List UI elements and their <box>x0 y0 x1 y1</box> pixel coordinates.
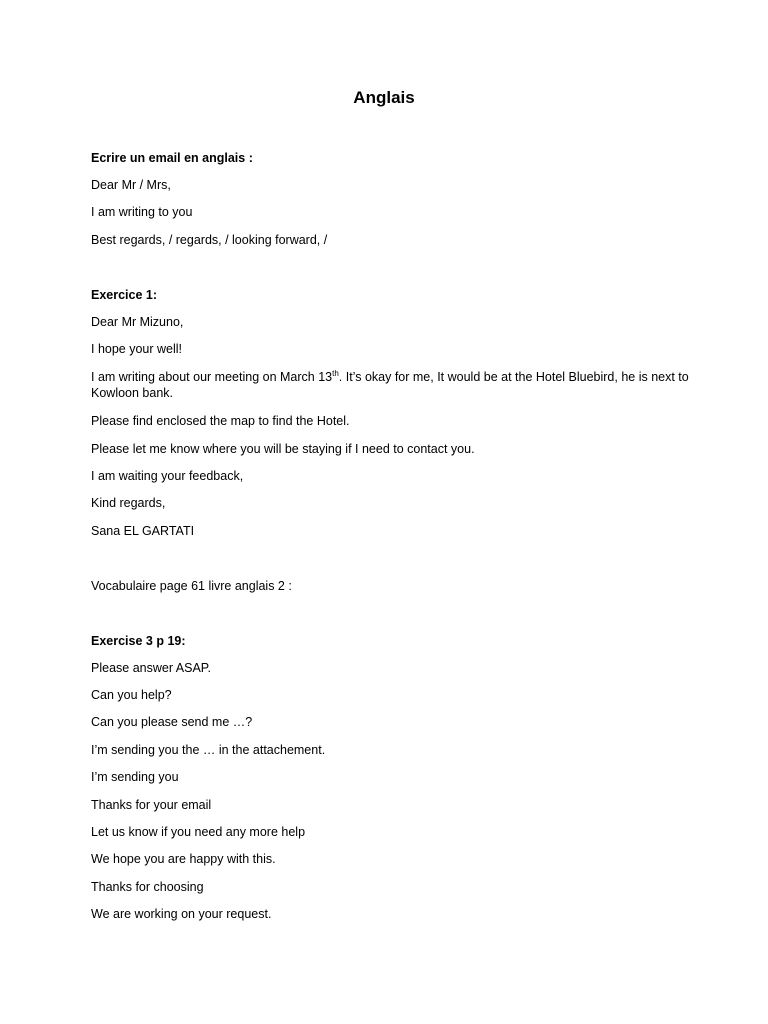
exercise1-greeting: Dear Mr Mizuno, <box>91 315 184 329</box>
meeting-text-end: . It’s okay for me, It would be at the Hotel Bluebird, he is next to Kowloon bank. <box>91 370 689 400</box>
intro-line: Best regards, / regards, / looking forward, / <box>91 233 328 247</box>
exercise1-waiting: I am waiting your feedback, <box>91 469 244 483</box>
meeting-text-start: I am writing about our meeting on March 13 <box>91 370 333 384</box>
exercise1-signature: Sana EL GARTATI <box>91 524 195 538</box>
exercise3-phrase: I’m sending you <box>91 770 179 784</box>
exercise3-phrase: Please answer ASAP. <box>91 661 211 675</box>
exercise1-meeting <box>91 369 691 401</box>
exercise1-map: Please find enclosed the map to find the Hotel. <box>91 414 350 428</box>
intro-line: Dear Mr / Mrs, <box>91 178 171 192</box>
meeting-date-suffix: th <box>332 368 339 378</box>
intro-line: I am writing to you <box>91 205 193 219</box>
exercise3-heading: Exercise 3 p 19: <box>91 634 186 648</box>
exercise1-hope: I hope your well! <box>91 342 183 356</box>
exercise3-phrase: Can you please send me …? <box>91 715 253 729</box>
exercise3-phrase: Thanks for choosing <box>91 880 204 894</box>
exercise3-phrase: We are working on your request. <box>91 907 272 921</box>
exercise3-phrase: I’m sending you the … in the attachement. <box>91 743 326 757</box>
exercise3-phrase: We hope you are happy with this. <box>91 852 276 866</box>
intro-heading: Ecrire un email en anglais : <box>91 151 253 165</box>
exercise3-phrase: Thanks for your email <box>91 798 212 812</box>
exercise3-phrase: Can you help? <box>91 688 172 702</box>
exercise3-phrase: Let us know if you need any more help <box>91 825 306 839</box>
exercise1-closing: Kind regards, <box>91 496 166 510</box>
vocabulary-line: Vocabulaire page 61 livre anglais 2 : <box>91 579 292 593</box>
page-title: Anglais <box>353 88 415 107</box>
exercise1-staying: Please let me know where you will be staying if I need to contact you. <box>91 442 475 456</box>
exercise1-heading: Exercice 1: <box>91 288 158 302</box>
